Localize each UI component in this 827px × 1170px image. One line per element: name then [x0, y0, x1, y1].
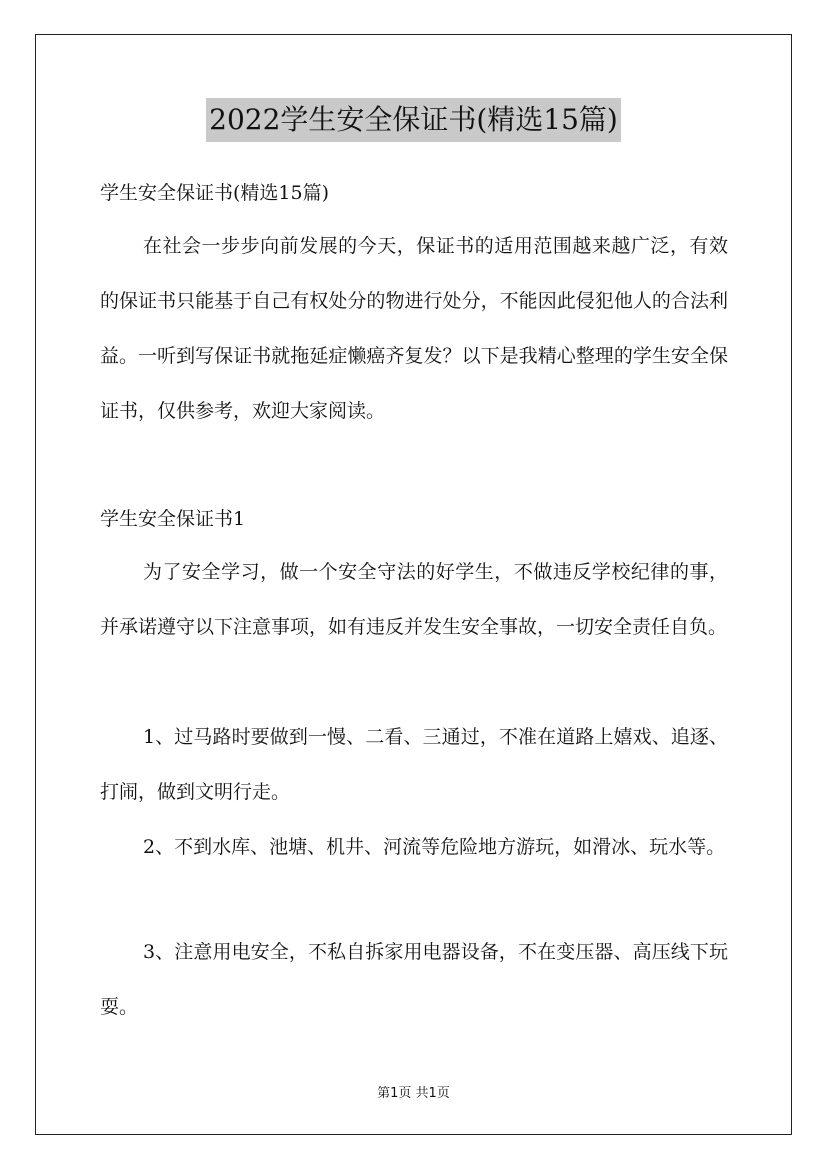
- body-paragraph-1: 为了安全学习，做一个安全守法的好学生，不做违反学校纪律的事，并承诺遵守以下注意事项，如有违反并发生安全事故，一切安全责任自负。: [100, 561, 728, 638]
- document-subtitle: 学生安全保证书(精选15篇): [100, 182, 330, 204]
- page-footer: 第1页 共1页: [377, 1086, 450, 1101]
- body-paragraph-3: 2、不到水库、池塘、机井、河流等危险地方游玩，如滑冰、玩水等。: [143, 836, 726, 858]
- section-heading: 学生安全保证书1: [100, 508, 246, 530]
- body-paragraph-4: 3、注意用电安全，不私自拆家用电器设备，不在变压器、高压线下玩耍。: [100, 941, 728, 1018]
- title-container: [0, 98, 827, 142]
- intro-paragraph: 在社会一步步向前发展的今天，保证书的适用范围越来越广泛，有效的保证书只能基于自己有权处分的物进行处分，不能因此侵犯他人的合法利益。一听到写保证书就拖延症懒癌齐复发？以下是我精心整理的学生安全保证书，仅供参考，欢迎大家阅读。: [100, 235, 728, 422]
- body-paragraph-2: 1、过马路时要做到一慢、二看、三通过，不准在道路上嬉戏、追逐、打闹，做到文明行走。: [100, 726, 728, 803]
- document-title: 2022学生安全保证书(精选15篇): [206, 98, 621, 142]
